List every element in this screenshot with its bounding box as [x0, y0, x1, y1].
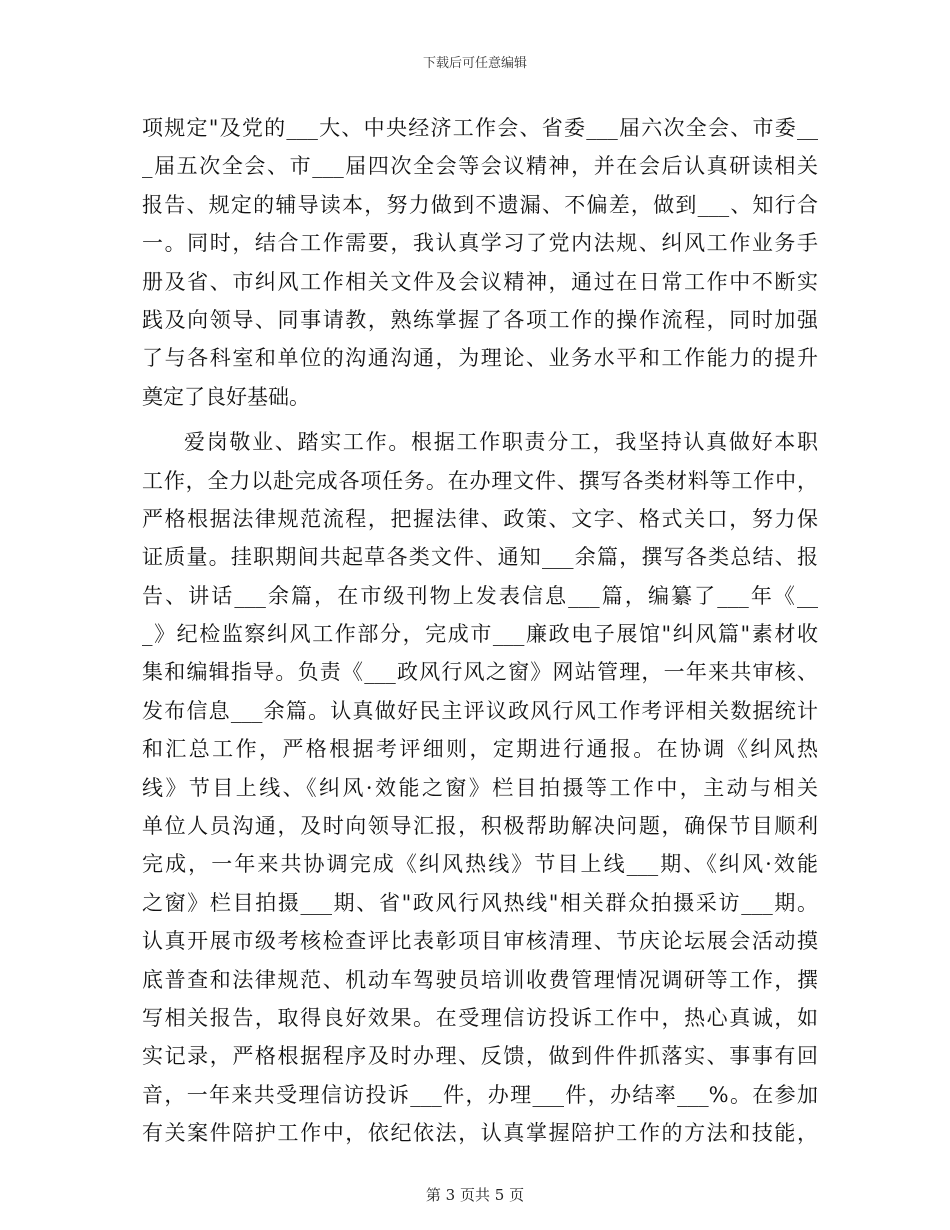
text-line: 册及省、市纠风工作相关文件及会议精神，通过在日常工作中不断实 — [142, 269, 818, 294]
text-line: 之窗》栏目拍摄___期、省"政风行风热线"相关群众拍摄采访___期。 — [142, 890, 818, 915]
text-line: 严格根据法律规范流程，把握法律、政策、文字、格式关口，努力保 — [142, 506, 818, 531]
page-number-footer: 第 3 页共 5 页 — [425, 1186, 525, 1204]
text-line: 音，一年来共受理信访投诉___件，办理___件，办结率___%。在参加 — [142, 1082, 818, 1107]
text-line: _届五次全会、市___届四次全会等会议精神，并在会后认真研读相关 — [142, 154, 818, 179]
text-line: 证质量。挂职期间共起草各类文件、通知___余篇，撰写各类总结、报 — [142, 545, 818, 570]
text-line: 报告、规定的辅导读本，努力做到不遗漏、不偏差，做到___、知行合 — [142, 192, 818, 217]
text-line: 单位人员沟通，及时向领导汇报，积极帮助解决问题，确保节目顺利 — [142, 814, 818, 839]
paragraph-gap — [142, 416, 818, 423]
page-header: 下载后可任意编辑 — [422, 56, 527, 71]
text-line: 线》节目上线、《纠风·效能之窗》栏目拍摄等工作中，主动与相关 — [142, 775, 818, 800]
paragraph — [142, 423, 818, 1152]
text-line: 工作，全力以赴完成各项任务。在办理文件、撰写各类材料等工作中， — [142, 468, 818, 493]
text-line: 实记录，严格根据程序及时办理、反馈，做到件件抓落实、事事有回 — [142, 1044, 818, 1069]
text-line: 践及向领导、同事请教，熟练掌握了各项工作的操作流程，同时加强 — [142, 307, 818, 332]
text-line: 爱岗敬业、踏实工作。根据工作职责分工，我坚持认真做好本职 — [184, 430, 818, 455]
text-line: 了与各科室和单位的沟通沟通，为理论、业务水平和工作能力的提升 — [142, 346, 818, 371]
document-body — [142, 109, 818, 1153]
text-line: _》纪检监察纠风工作部分，完成市___廉政电子展馆"纠风篇"素材收 — [142, 622, 818, 647]
paragraph — [142, 109, 818, 416]
text-line: 完成，一年来共协调完成《纠风热线》节目上线___期、《纠风·效能 — [142, 852, 818, 877]
text-line: 认真开展市级考核检查评比表彰项目审核清理、节庆论坛展会活动摸 — [142, 929, 818, 954]
text-line: 有关案件陪护工作中，依纪依法，认真掌握陪护工作的方法和技能， — [142, 1121, 818, 1146]
text-line: 集和编辑指导。负责《___政风行风之窗》网站管理，一年来共审核、 — [142, 660, 818, 685]
text-line: 奠定了良好基础。 — [142, 384, 310, 409]
text-line: 一。同时，结合工作需要，我认真学习了党内法规、纠风工作业务手 — [142, 231, 818, 256]
text-line: 和汇总工作，严格根据考评细则，定期进行通报。在协调《纠风热 — [142, 737, 818, 762]
text-line: 发布信息___余篇。认真做好民主评议政风行风工作考评相关数据统计 — [142, 698, 818, 723]
text-line: 告、讲话___余篇，在市级刊物上发表信息___篇，编纂了___年《__ — [142, 583, 818, 608]
text-line: 写相关报告，取得良好效果。在受理信访投诉工作中，热心真诚，如 — [142, 1005, 818, 1030]
text-line: 底普查和法律规范、机动车驾驶员培训收费管理情况调研等工作，撰 — [142, 967, 818, 992]
text-line: 项规定"及党的___大、中央经济工作会、省委___届六次全会、市委__ — [142, 116, 818, 140]
